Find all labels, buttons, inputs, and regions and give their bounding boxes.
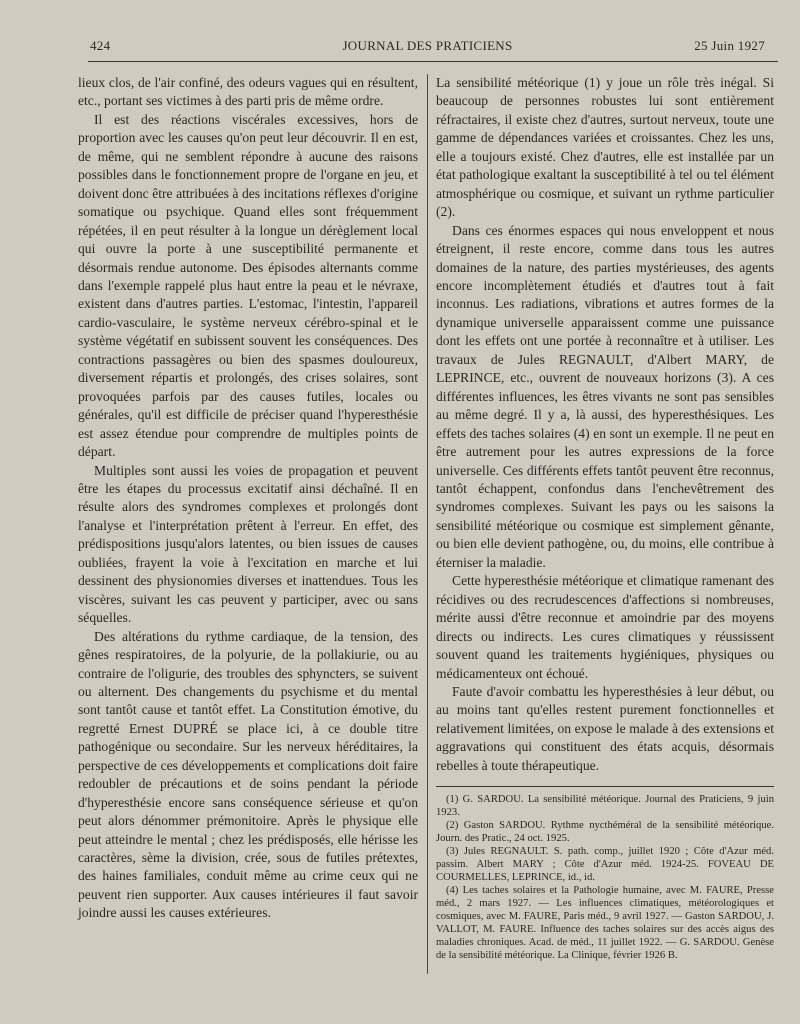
footnotes <box>436 793 774 962</box>
header-rule <box>88 61 778 62</box>
paragraph: La sensibilité météorique (1) y joue un rôle très inégal. Si beaucoup de personnes robustes lui sont entièrement réfractaires, il existe chez d'autres, surtout nerveux, toute une gamme de dépendances variées et croissantes. Chez les uns, elle a toujours existé. Chez d'autres, elle est installée par un état pathologique exaltant la susceptibilité à tel ou tel élément atmosphérique ou cosmique, et suivant un rythme particulier (2). <box>436 75 774 220</box>
left-column <box>78 74 418 923</box>
column-divider <box>427 74 428 974</box>
journal-title: JOURNAL DES PRATICIENS <box>342 38 513 53</box>
paragraph: Faute d'avoir combattu les hyperesthésies à leur début, ou au moins tant qu'elles restent purement fonctionnelles et relativement limitées, on expose le malade à des extensions et aggravations qui constituent des états acquis, désormais rebelles à toute thérapeutique. <box>436 683 774 773</box>
right-column <box>436 74 774 775</box>
footnote: (2) Gaston SARDOU. Rythme nycthéméral de la sensibilité météorique. Journ. des Pratic., 24 oct. 1925. <box>436 820 774 844</box>
paragraph: lieux clos, de l'air confiné, des odeurs vagues qui en résultent, etc., portant ses victimes à des parti pris de même ordre. <box>78 75 418 109</box>
issue-date: 25 Juin 1927 <box>694 38 765 53</box>
paragraph: Des altérations du rythme cardiaque, de la tension, des gênes respiratoires, de la polyurie, de la pollakiurie, ou au contraire de l'oligurie, des troubles des sphyncters, se suivent ou alternent. Des changements du psychisme et du mental sont tantôt cause et tantôt effet. La Constitution émotive, du regretté Ernest DUPRÉ se place ici, à ce double titre pathogénique ou secondaire. Sur les nerveux héréditaires, la perspective de ces développements et complications doit faire redoubler de précautions et de soins pendant la période d'hyperesthésie encore sans conséquence sérieuse et qu'on peut alors dénommer prémonitoire. Après le physique elle peut atteindre le mental ; chez les prédisposés, elle hérisse les caractères, sème la division, crée, sous de futiles prétextes, des haines familiales, conduit même au crime ceux qui ne peuvent rien supporter. Aux causes intérieures il faut savoir joindre aussi les causes extérieures. <box>78 628 418 921</box>
paragraph: Dans ces énormes espaces qui nous enveloppent et nous étreignent, il reste encore, comme dans tous les autres domaines de la nature, des parties mystérieuses, des agents encore incomplètement étudiés et d'autres tout à fait inconnus. Les radiations, vibrations et autres formes de la dynamique universelle apparaissent comme une puissance dont les effets ont une portée à reconnaître et à utiliser. Les travaux de Jules REGNAULT, d'Albert MARY, de LEPRINCE, etc., ouvrent de nouveaux horizons (3). A ces différentes influences, les êtres vivants ne sont pas sensibles au même degré. Il y a, là aussi, des hyperesthésiques. Les effets des taches solaires (4) en sont un exemple. Il ne peut en être autrement pour les autres expressions de la force universelle. Ces différents effets tantôt peuvent être reconnus, tantôt échappent, confondus dans l'enchevêtrement des syndromes complexes. Suivant les pays ou les saisons la sensibilité météorique ou cosmique est simplement gênante, ou bien elle devient pathogène, ou, du moins, elle contribue à éterniser la maladie. <box>436 222 774 570</box>
footnote-rule <box>436 786 774 787</box>
paragraph: Cette hyperesthésie météorique et climatique ramenant des récidives ou des recrudescences d'affections si nombreuses, mérite aussi d'être reconnue et amoindrie par des moyens directs ou indirects. Les cures climatiques y réussissent souvent quand les traitements hygiéniques, physiques ou médicamenteux ont échoué. <box>436 573 774 681</box>
running-header <box>90 38 765 60</box>
footnote: (4) Les taches solaires et la Pathologie humaine, avec M. FAURE, Presse méd., 2 mars 1927. — Les influences climatiques, météorologiques et cosmiques, avec M. FAURE, Paris méd., 9 avril 1927. — Gaston SARDOU, J. VALLOT, M. FAURE. Influence des taches solaires sur des accès aigus des maladies chroniques. Acad. de méd., 11 juillet 1922. — G. SARDOU. Genèse de la sensibilité météorique. La Clinique, février 1926 B. <box>436 885 774 961</box>
paragraph: Multiples sont aussi les voies de propagation et peuvent être les étapes du processus excitatif ainsi déchaîné. Il en résulte alors des syndromes complexes et prolongés dont l'analyse et l'interprétation prêtent à l'erreur. En effet, des prédispositions jusqu'alors latentes, ou bien issues de causes oubliées, frayent la voie à l'excitation en marche et lui dessinent des physionomies diverses et inattendues. Tous les viscères, suivant les cas peuvent y participer, avec ou sans séquelles. <box>78 462 418 626</box>
paragraph: Il est des réactions viscérales excessives, hors de proportion avec les causes qu'on peut leur découvrir. Il en est, de même, qui ne semblent répondre à aucune des raisons possibles dans le fonctionnement propre de l'organe en jeu, et doivent donc être attribuées à des incitations réflexes d'origine somatique ou psychique. Quand elles sont fréquemment répétées, il en peut résulter à la longue un dérèglement local qui ouvre la porte à une susceptibilité permanente et désormais rendue autonome. Des épisodes alternants comme dans l'exemple rappelé plus haut entre la peau et le névraxe, existent dans d'autres parties. L'estomac, l'intestin, l'appareil cardio-vasculaire, le système nerveux cérébro-spinal et le système végétatif en subissent souvent les conséquences. Des contractions passagères ou bien des spasmes douloureux, diversement répartis et prolongés, des crises solaires, sont provoquées parfois par des causes futiles, locales ou générales, qu'il est difficile de préciser quand l'hyperesthésie est assez étendue pour comprendre de multiples points de départ. <box>78 111 418 460</box>
footnote: (1) G. SARDOU. La sensibilité météorique. Journal des Praticiens, 9 juin 1923. <box>436 794 774 818</box>
footnote: (3) Jules REGNAULT. S. path. comp., juillet 1920 ; Côte d'Azur méd. passim. Albert MARY ; Côte d'Azur méd. 1924-25. FOVEAU DE COURMELLES, LEPRINCE, id., id. <box>436 846 774 883</box>
page-number: 424 <box>90 38 111 53</box>
